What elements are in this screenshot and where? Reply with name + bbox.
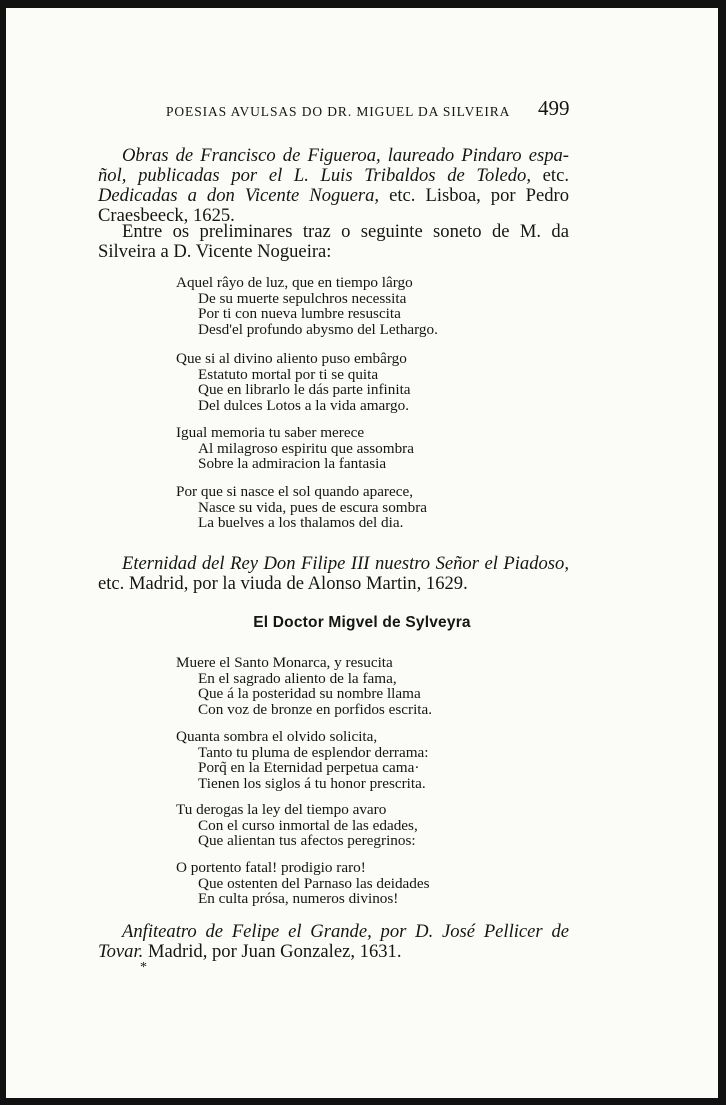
verse-line: Con voz de bronze en porfidos escrita. <box>198 700 433 718</box>
verse-line: Aquel râyo de luz, que en tiempo lârgo <box>176 274 413 291</box>
entry-3-line-2: Tovar. Madrid, por Juan Gonzalez, 1631. <box>98 941 402 962</box>
verse-line: Porq̃ en la Eternidad perpetua cama· <box>198 759 420 777</box>
verse-line: De su muerte sepulchros necessita <box>198 289 407 307</box>
verse-line: Que en librarlo le dás parte infinita <box>198 381 411 399</box>
verse-line: Igual memoria tu saber merece <box>176 424 365 441</box>
sonnet-1-stanza-1 <box>176 275 438 337</box>
bibliographic-entry-3 <box>98 922 569 962</box>
verse-line: En culta prósa, numeros divinos! <box>198 890 399 908</box>
sonnet-2-stanza-1 <box>176 655 432 717</box>
verse-line: La buelves a los thalamos del dia. <box>198 514 404 532</box>
verse-line: Que á la posteridad su nombre llama <box>198 685 421 703</box>
verse-line: Que alientan tus afectos peregrinos: <box>198 832 416 850</box>
book-page <box>6 8 718 1098</box>
bibliographic-entry-2 <box>98 554 569 594</box>
page-number: 499 <box>538 96 570 120</box>
verse-line: Sobre la admiracion la fantasia <box>198 455 387 473</box>
verse-line: Por ti con nueva lumbre resuscita <box>198 305 401 323</box>
verse-line: Tanto tu pluma de esplendor derrama: <box>198 743 429 761</box>
sonnet-1-stanza-4 <box>176 484 427 531</box>
sonnet-2-stanza-2 <box>176 729 428 791</box>
sonnet-1-stanza-2 <box>176 351 411 413</box>
verse-line: Nasce su vida, pues de escura sombra <box>198 498 427 516</box>
verse-line: En el sagrado aliento de la fama, <box>198 669 397 687</box>
verse-line: Que si al divino aliento puso embârgo <box>176 350 407 367</box>
running-header: POESIAS AVULSAS DO DR. MIGUEL DA SILVEIRA <box>166 104 511 119</box>
verse-line: O portento fatal! prodigio raro! <box>176 859 366 876</box>
entry-1-line-2: ñol, publicadas por el L. Luis Tribaldos de Toledo, etc. <box>98 165 569 186</box>
verse-line: Estatuto mortal por ti se quita <box>198 365 379 383</box>
verse-line: Del dulces Lotos a la vida amargo. <box>198 396 410 414</box>
entry-3-line-1: Anfiteatro de Felipe el Grande, por D. José Pellicer de <box>122 921 569 942</box>
entry-1-line-1: Obras de Francisco de Figueroa, laureado Pindaro espa- <box>122 145 569 166</box>
section-title: El Doctor Migvel de Sylveyra <box>253 614 471 631</box>
sonnet-1-stanza-3 <box>176 425 414 472</box>
intro-line-1: Entre os preliminares traz o seguinte soneto de M. da <box>122 221 569 242</box>
verse-line: Tienen los siglos á tu honor prescrita. <box>198 774 426 792</box>
verse-line: Que ostenten del Parnaso las deidades <box>198 874 430 892</box>
entry-1-line-3: Dedicadas a don Vicente Noguera, etc. Lisboa, por Pedro <box>98 185 569 206</box>
verse-line: Desd'el profundo abysmo del Lethargo. <box>198 320 438 338</box>
bibliographic-entry-1 <box>98 146 569 226</box>
sonnet-2-stanza-3 <box>176 802 418 849</box>
entry-1-line-4: Craesbeeck, 1625. <box>98 205 235 226</box>
verse-line: Al milagroso espiritu que assombra <box>198 439 414 457</box>
sonnet-2-stanza-4 <box>176 860 430 907</box>
entry-2-line-2: etc. Madrid, por la viuda de Alonso Martin, 1629. <box>98 573 468 594</box>
verse-line: Por que si nasce el sol quando aparece, <box>176 483 414 500</box>
intro-paragraph <box>98 222 569 262</box>
entry-2-line-1: Eternidad del Rey Don Filipe III nuestro Señor el Piadoso, <box>122 553 569 574</box>
footer-asterisk: * <box>140 960 147 975</box>
verse-line: Muere el Santo Monarca, y resucita <box>176 654 393 671</box>
verse-line: Quanta sombra el olvido solicita, <box>176 728 378 745</box>
intro-line-2: Silveira a D. Vicente Nogueira: <box>98 241 332 262</box>
verse-line: Con el curso inmortal de las edades, <box>198 816 418 834</box>
verse-line: Tu derogas la ley del tiempo avaro <box>176 801 387 818</box>
